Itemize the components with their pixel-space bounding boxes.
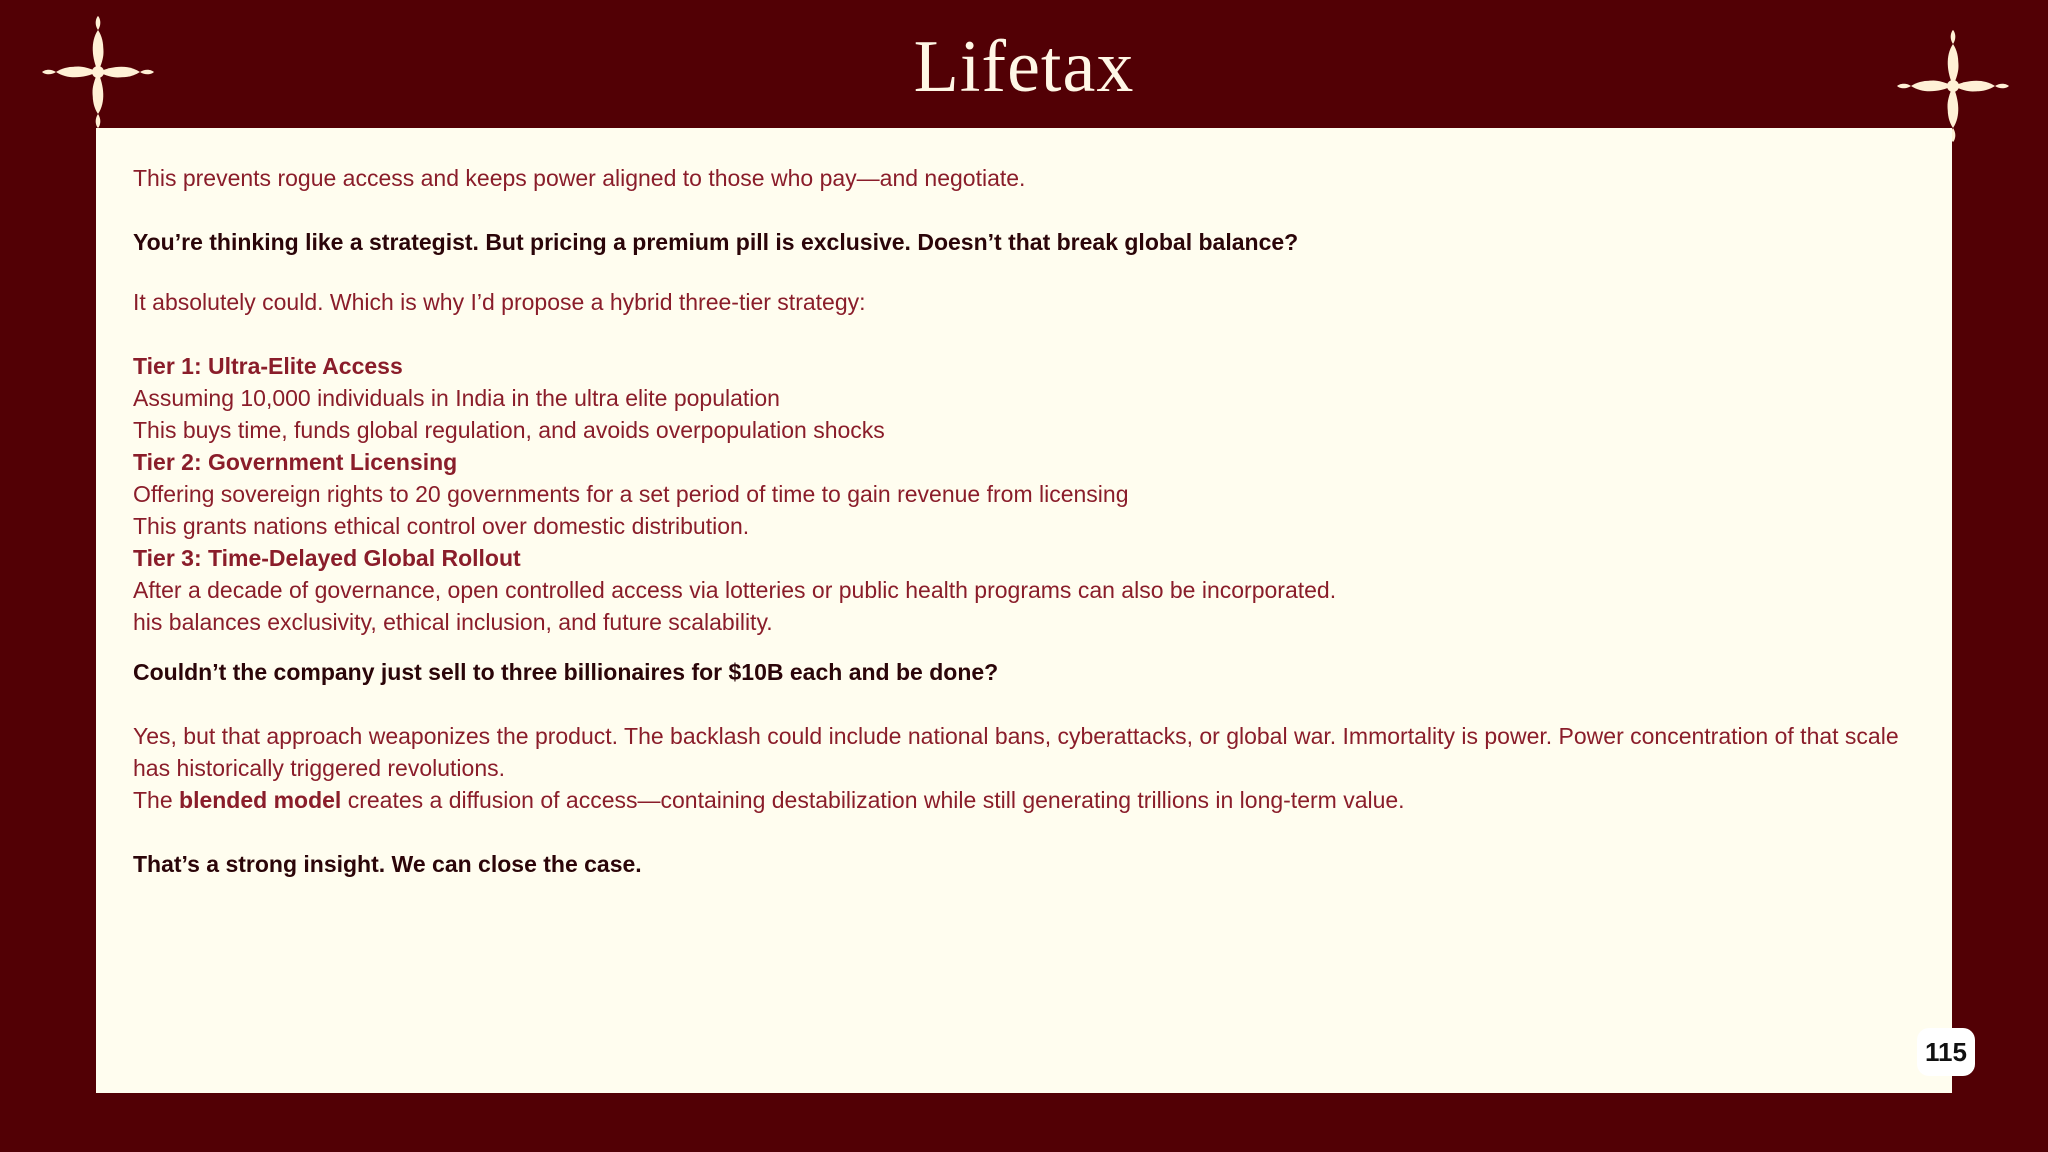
answer-1: It absolutely could. Which is why I’d propose a hybrid three-tier strategy: bbox=[133, 289, 866, 315]
answer-2-continued bbox=[133, 784, 1923, 816]
tier-2-heading: Tier 2: Government Licensing bbox=[133, 449, 458, 475]
question-2: Couldn’t the company just sell to three billionaires for $10B each and be done? bbox=[133, 659, 999, 685]
tier-2-line-1: Offering sovereign rights to 20 governments for a set period of time to gain revenue from licensing bbox=[133, 481, 1129, 507]
tier-1-heading: Tier 1: Ultra-Elite Access bbox=[133, 353, 403, 379]
answer-2-suffix: creates a diffusion of access—containing destabilization while still generating trillions in long-term value. bbox=[341, 787, 1405, 813]
content-body bbox=[133, 162, 1923, 880]
page-title: Lifetax bbox=[913, 26, 1135, 108]
tier-2-line-2: This grants nations ethical control over domestic distribution. bbox=[133, 513, 750, 539]
content-card bbox=[96, 128, 1952, 1093]
question-1: You’re thinking like a strategist. But pricing a premium pill is exclusive. Doesn’t that break global balance? bbox=[133, 229, 1299, 255]
tier-3-line-2: his balances exclusivity, ethical inclusion, and future scalability. bbox=[133, 609, 773, 635]
intro-text: This prevents rogue access and keeps power aligned to those who pay—and negotiate. bbox=[133, 165, 1026, 191]
tier-3-heading: Tier 3: Time-Delayed Global Rollout bbox=[133, 545, 521, 571]
answer-2-prefix: The bbox=[133, 787, 180, 813]
tier-3-line-1: After a decade of governance, open controlled access via lotteries or public health programs can also be incorporated. bbox=[133, 577, 1337, 603]
closing-statement: That’s a strong insight. We can close the case. bbox=[133, 851, 642, 877]
tier-1-line-1: Assuming 10,000 individuals in India in the ultra elite population bbox=[133, 385, 780, 411]
answer-2: Yes, but that approach weaponizes the product. The backlash could include national bans, cyberattacks, or global war. Immortality is power. Power concentration of that scale has historically triggered revolutions. bbox=[133, 723, 1899, 781]
tier-1-line-2: This buys time, funds global regulation, and avoids overpopulation shocks bbox=[133, 417, 885, 443]
answer-2-emphasis: blended model bbox=[179, 787, 342, 813]
page-number-badge: 115 bbox=[1917, 1028, 1975, 1076]
